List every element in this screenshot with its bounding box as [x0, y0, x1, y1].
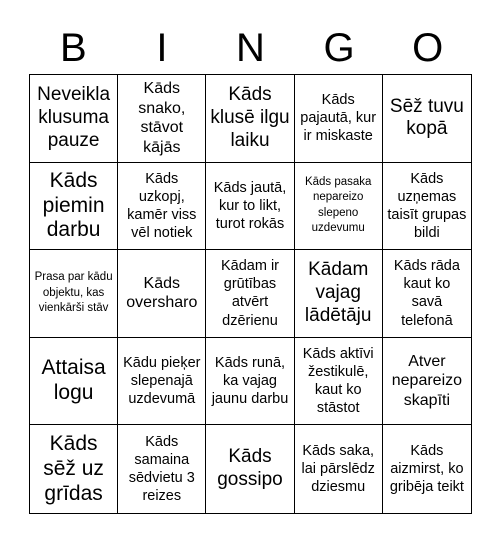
cell-text: Kādu pieķer slepenajā uzdevumā — [123, 354, 201, 408]
header-letter-o: O — [412, 26, 444, 70]
cell-text: Neveikla klusuma pauze — [37, 84, 111, 151]
cell-text: Kāds jautā, kur to likt, turot rokās — [213, 179, 287, 232]
header-letter-b: B — [59, 26, 87, 70]
cell-text: Kāds aktīvi žestikulē, kaut ko stāstot — [302, 345, 374, 417]
bingo-board — [29, 74, 472, 514]
bingo-cell[interactable] — [206, 425, 294, 513]
cell-text: Kāds piemin darbu — [42, 168, 105, 242]
bingo-cell[interactable] — [383, 75, 471, 163]
cell-text: Kāds samaina sēdvietu 3 reizes — [128, 433, 195, 505]
bingo-cell[interactable] — [295, 163, 383, 251]
bingo-cell[interactable] — [30, 425, 118, 513]
bingo-cell[interactable] — [118, 425, 206, 513]
bingo-cell[interactable] — [206, 163, 294, 251]
cell-text: Attaisa logu — [41, 356, 106, 405]
bingo-cell[interactable] — [295, 425, 383, 513]
bingo-cell[interactable] — [30, 163, 118, 251]
cell-text: Kāds gossipo — [217, 446, 283, 491]
cell-text: Prasa par kādu objektu, kas vienkārši stāv — [34, 271, 113, 315]
bingo-cell[interactable] — [295, 338, 383, 426]
bingo-cell[interactable] — [383, 425, 471, 513]
cell-text: Kāds uzņemas taisīt grupas bildi — [387, 170, 467, 242]
bingo-cell[interactable] — [30, 75, 118, 163]
bingo-cell[interactable] — [383, 250, 471, 338]
cell-text: Kāds snako, stāvot kājās — [138, 80, 186, 156]
cell-text: Kādam ir grūtības atvērt dzērienu — [220, 258, 279, 329]
cell-text: Kāds saka, lai pārslēdz dziesmu — [301, 443, 375, 496]
bingo-cell[interactable] — [30, 250, 118, 338]
cell-text: Kāds oversharo — [126, 274, 198, 312]
header-letter-g: G — [323, 26, 355, 70]
bingo-cell[interactable] — [118, 75, 206, 163]
cell-text: Kāds sēž uz grīdas — [43, 432, 104, 505]
bingo-cell[interactable] — [118, 163, 206, 251]
bingo-cell[interactable] — [295, 75, 383, 163]
cell-text: Kāds aizmirst, ko gribēja teikt — [389, 443, 464, 496]
cell-text: Kāds pajautā, kur ir miskaste — [300, 92, 377, 145]
bingo-header — [29, 22, 472, 74]
bingo-cell[interactable] — [383, 163, 471, 251]
bingo-cell[interactable] — [30, 338, 118, 426]
bingo-cell[interactable] — [206, 250, 294, 338]
cell-text: Sēž tuvu kopā — [389, 95, 464, 140]
cell-text: Atver nepareizo skapīti — [391, 352, 463, 409]
bingo-cell[interactable] — [206, 338, 294, 426]
cell-text: Kāds runā, ka vajag jaunu darbu — [211, 354, 289, 408]
cell-text: Kāds klusē ilgu laiku — [210, 84, 290, 151]
cell-text: Kāds pasaka nepareizo slepeno uzdevumu — [304, 175, 372, 235]
cell-text: Kāds rāda kaut ko savā telefonā — [393, 258, 460, 329]
cell-text: Kādam vajag lādētāju — [304, 259, 372, 326]
bingo-cell[interactable] — [295, 250, 383, 338]
bingo-cell[interactable] — [118, 250, 206, 338]
bingo-cell[interactable] — [118, 338, 206, 426]
header-letter-i: I — [156, 26, 168, 70]
bingo-cell[interactable] — [206, 75, 294, 163]
header-letter-n: N — [236, 26, 265, 70]
bingo-cell[interactable] — [383, 338, 471, 426]
cell-text: Kāds uzkopj, kamēr viss vēl notiek — [127, 170, 197, 242]
